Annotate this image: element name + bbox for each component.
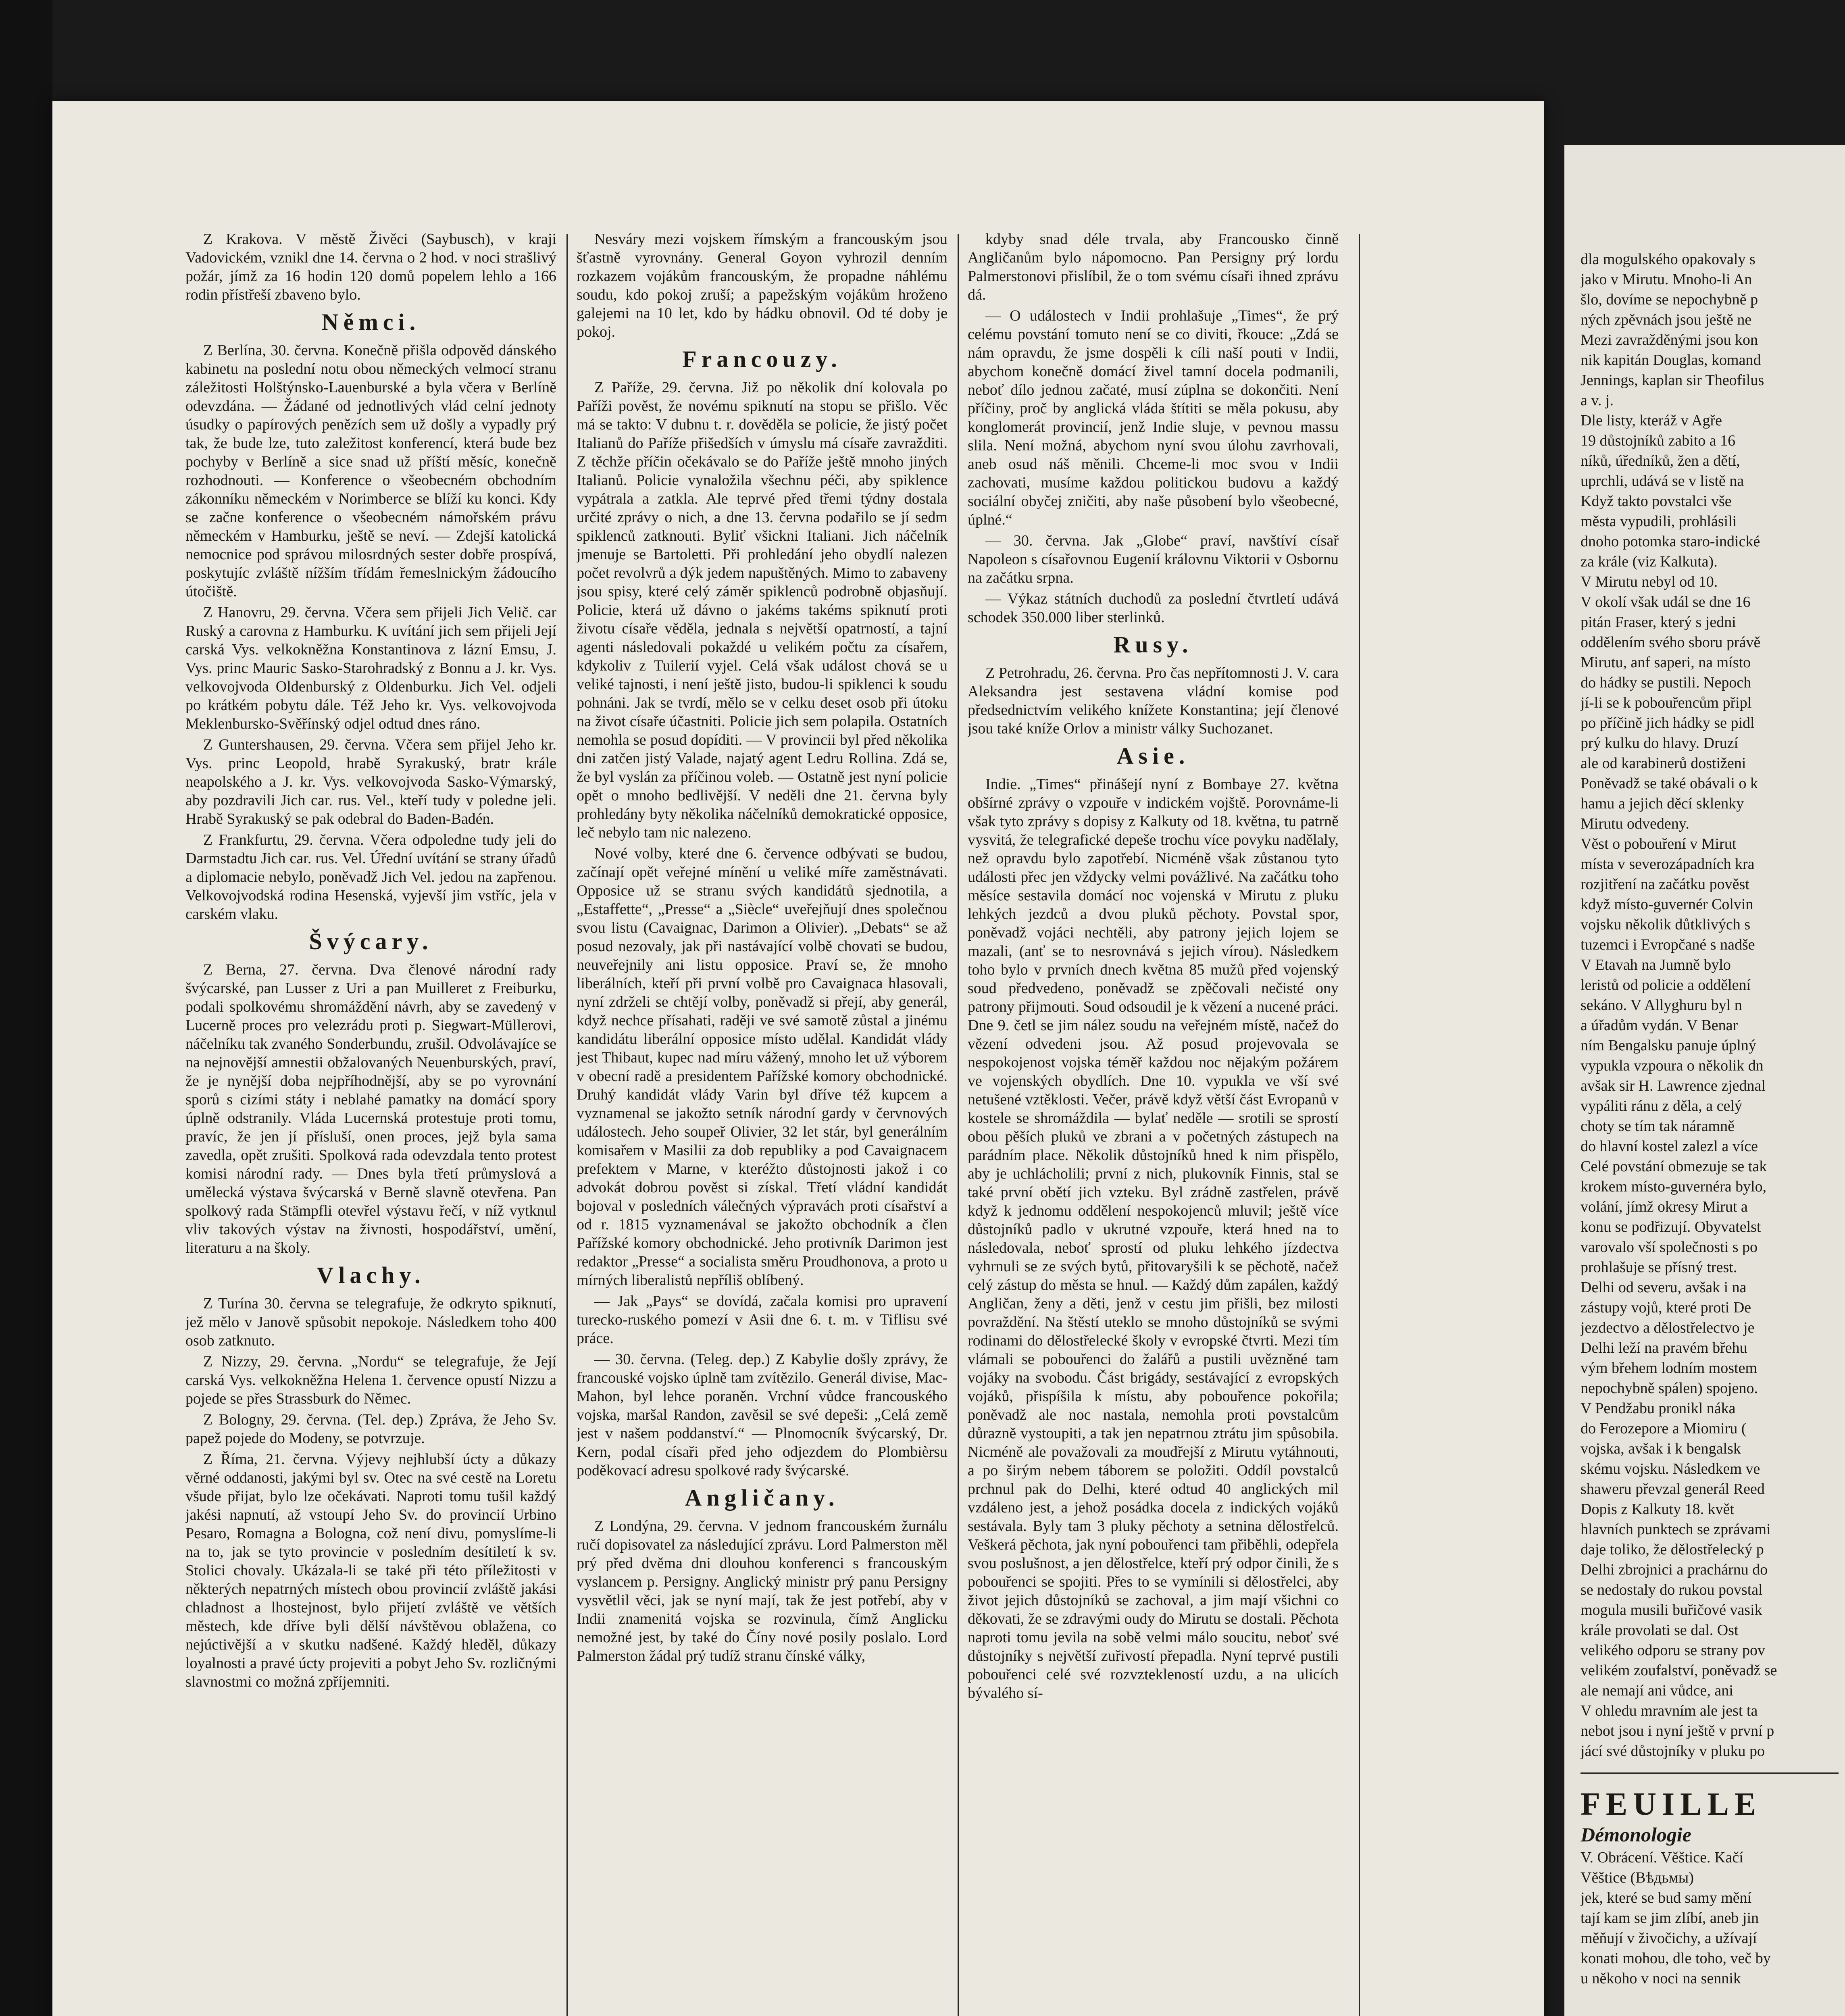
adjacent-page-line: avšak sir H. Lawrence zjednal	[1581, 1077, 1766, 1094]
adjacent-page-line: nebot jsou i nyní ještě v první p	[1581, 1722, 1774, 1739]
adjacent-page-line: Mirutu, anf saperi, na místo	[1581, 654, 1751, 671]
adjacent-page-line: shaweru převzal generál Reed	[1581, 1481, 1765, 1497]
adjacent-page-line: po příčině jich hádky se pidl	[1581, 714, 1755, 731]
feuilleton-line: Věštice (Вѣдьмы)	[1581, 1869, 1694, 1886]
article-vykaz: — Výkaz státních duchodů za poslední čtvrtletí udává schodek 350.000 liber sterlinků.	[968, 590, 1339, 626]
adjacent-page-line: Mezi zavražděnými jsou kon	[1581, 331, 1758, 348]
column-2	[577, 230, 947, 2016]
adjacent-page-line: vojsku několik důtklivých s	[1581, 916, 1751, 933]
feuilleton-line: u někoho v noci na sennik	[1581, 1970, 1741, 1987]
adjacent-page-line: a úřadům vydán. V Benar	[1581, 1017, 1738, 1034]
adjacent-page-line: prohlašuje se přísný trest.	[1581, 1259, 1737, 1276]
adjacent-page-line: V Mirutu nebyl od 10.	[1581, 573, 1718, 590]
adjacent-page-column	[1581, 250, 1839, 2016]
article-nizza: Z Nizzy, 29. června. „Nordu“ se telegrafuje, že Její carská Vys. velkokněžna Helena 1. července opustí Nizzu a pojede se přes Strassburk do Němec.	[185, 1353, 556, 1407]
adjacent-page-line: vypukla vzpoura o několik dn	[1581, 1057, 1764, 1074]
adjacent-page-line: do hlavní kostel zalezl a více	[1581, 1138, 1758, 1155]
article-pariz: Z Paříže, 29. června. Již po několik dní kolovala po Paříži pověst, že novému spiknutí na stopu se přišlo. Věc má se takto: V dubnu t. r. dověděla se policie, že jistý počet Italianů do Paříže přišedších v úmyslu má císaře zavražditi. Z těchže příčin očekávalo se do Paříže ještě mnoho jiných Italianů. Policie vynaložila všechnu péči, aby spiklence vypátrala a zatkla. Ale teprvé před třemi týdny dostala určité zprávy o nich, a dne 13. června podařilo se jí sedm spiklenců zatknouti. Byliť všickni Italiani. Jich náčelník jmenuje se Bartoletti. Při prohledání jeho obydlí nalezen počet revolvrů a dýk jedem napuštěných. Mimo to zabaveny jsou spisy, které celý záměr spiklenců podrobně objasňují. Policie, která už dávno o jakéms takéms spiknutí proti životu císaře věděla, jednala s největší opatrností, a tajní agenti následovali pokaždé u velikém počtu za císařem, kdykoliv z Tuilerií vyjel. Celá však událost chová se u veliké tajnosti, i není ještě jisto, budou-li spiklenci k soudu pohnáni. Jak se tvrdí, mělo se v celku deset osob při útoku na život císaře účastniti. Policie jich sem polapila. Ostatních nemohla se posud dopíditi. — V provincii byl před několika dni zatčen jistý Valade, najatý agent Ledru Rollina. Zdá se, že byl vyslán za příčinou voleb. — Ostatně jest nyní policie opět o mnoho bedlivější. V neděli dne 21. června byly prohledány byty několika náčelníků demokratické opposice, leč nebylo tam nic nalezeno.	[577, 379, 947, 841]
article-hanover: Z Hanovru, 29. června. Včera sem přijeli Jich Velič. car Ruský a carovna z Hamburku. K uvítání jich sem přijeli Její carská Vys. velkokněžna Konstantinova z lázní Emsu, J. Vys. princ Mauric Sasko-Starohradský z Bonnu a J. kr. Vys. velkovojvoda Oldenburský z Oldenburku. Jich Vel. odjeli po krátkém pobytu dále. Též Jeho kr. Vys. velkovojvoda Meklenbursko-Svěřínský odjel odtud dnes ráno.	[185, 604, 556, 732]
adjacent-page-line: Mirutu odvedeny.	[1581, 815, 1689, 832]
film-border	[0, 0, 52, 2016]
feuilleton-rule	[1581, 1772, 1839, 1774]
adjacent-page-line: V Etavah na Jumně bylo	[1581, 956, 1731, 973]
adjacent-page-line: hamu a jejich děcí sklenky	[1581, 795, 1744, 812]
adjacent-page-line: uprchli, udává se v listě na	[1581, 473, 1744, 489]
adjacent-page-line: nepochybně spálen) spojeno.	[1581, 1380, 1758, 1397]
adjacent-page-line: níků, úředníků, žen a dětí,	[1581, 452, 1740, 469]
adjacent-page-line: nik kapitán Douglas, komand	[1581, 352, 1761, 369]
adjacent-page-line: vým břehem lodním mostem	[1581, 1360, 1758, 1377]
feuilleton-subtitle: Démonologie	[1581, 1823, 1691, 1846]
adjacent-page-line: leristů od policie a oddělení	[1581, 977, 1751, 993]
adjacent-page-line: choty se tím tak náramně	[1581, 1118, 1735, 1135]
adjacent-page-line: krokem místo-guvernéra bylo,	[1581, 1178, 1767, 1195]
adjacent-page-line: sekáno. V Allyghuru byl n	[1581, 997, 1742, 1014]
article-berlin: Z Berlína, 30. června. Konečně přišla odpověd dánského kabinetu na poslední notu obou německých velmocí stranu záležitosti Holštýnsko-Lauenburské a byla včera v Berlíně odevzdána. — Žádané od jednotlivých vlád celní jednoty úsudky o papírových penězích sem už došly a vypadly prý tak, že bude lze, tuto zaležitost konferencí, která bude bez pochyby v Berlíně a sice snad už příští měsíc, konečně rozhodnouti. — Konference o všeobecném obchodním zákonníku německém v Norimberce se blíží ku konci. Kdy se začne konference o všeobecném námořském právu německém v Hamburku, ještě se neví. — Zdejší katolická nemocnice pod správou milosrdných sester dobře prospívá, poskytujíc zvláště nížším třídám řemeslnickým žádoucího útočiště.	[185, 342, 556, 600]
newspaper-page	[52, 101, 1544, 2016]
article-volby: Nové volby, které dne 6. července odbývati se budou, začínají opět veřejné mínění u veliké míře zaměstnávati. Opposice už se stranu svých kandidátů sjednotila, a „Estaffette“, „Presse“ a „Siècle“ uveřejňují dnes společnou svou listu (Cavaignac, Darimon a Olivier). „Debats“ se až posud nezovaly, jak při nastávající volbě chovati se budou, neuveřejnily ani listu opposice. Praví se, že mnoho liberálních, kteří při první volbě pro Cavaignaca hlasovali, nyní zdrželi se chtějí volby, poněvadž si přejí, aby generál, když nechce přísahati, raději ve své samotě zůstal a jinému kandidátu liberální opposice místo udělal. Kandidát vlády jest Thibaut, kupec nad míru vážený, mnoho let už výborem v obecní radě a presidentem Pařížské komory obchodnické. Druhý kandidát vlády Varin byl dříve též kupcem a vyznamenal se jakožto setník národní gardy v červnových událostech. Jeho soupeř Olivier, 32 let stár, byl generálním komisařem v Masilii za dob republiky a pod Cavaignacem prefektem v Marne, v kteréžto důstojnosti jakož i co advokát dobrou pověst si získal. Třetí vládní kandidát bojoval v posledních válečných výpravách proti císařství a od r. 1815 vyznamenával se jakožto obchodník a člen Pařížské komory obchodnické. Jeho protivník Darimon jest redaktor „Presse“ a socialista směru Proudhonova, a proto u mírných liberalistů nepříliš oblíbený.	[577, 845, 947, 1289]
adjacent-page-line: velikého odporu se strany pov	[1581, 1642, 1766, 1659]
article-kabylie: — 30. června. (Teleg. dep.) Z Kabylie došly zprávy, že francouské vojsko úplně tam zvítězilo. Generál divise, Mac-Mahon, byl lehce poraněn. Vrchní vůdce francouského vojska, maršal Randon, zavěsil se své depeši: „Celá země jest v našem poddanství.“ — Plnomocník švýcarský, Dr. Kern, podal císaři před jeho odjezdem do Plombièrsu poděkovací adresu spolkové rady švýcarské.	[577, 1351, 947, 1479]
article-krakov: Z Krakova. V městě Živěci (Saybusch), v kraji Vadovickém, vznikl dne 14. června o 2 hod. v noci strašlivý požár, jímž za 16 hodin 120 domů popelem lehlo a 166 rodin přístřeší zbaveno bylo.	[185, 231, 556, 303]
section-heading-nemci: Němci.	[321, 309, 421, 335]
adjacent-page	[1564, 145, 1845, 2016]
article-petrohrad: Z Petrohradu, 26. června. Pro čas nepřítomnosti J. V. cara Aleksandra jest sestavena vládní komise pod předsednictvím velikého knížete Konstantina; její členové jsou také kníže Orlov a ministr války Suchozanet.	[968, 664, 1339, 737]
adjacent-page-line: velikém zoufalství, poněvadž se	[1581, 1662, 1777, 1679]
section-heading-anglicany: Angličany.	[685, 1485, 839, 1511]
article-times: — O událostech v Indii prohlašuje „Times“, že prý celému povstání tomuto není se co diviti, řkouce: „Zdá se nám opravdu, že jsme dospěli k cíli naší pouti v Indii, abychom konečně domácí živel tamní docela podmanili, neboť dílo jednou začaté, musí zúplna se dokončiti. Není příčiny, proč by anglická vláda štítiti se měla pokusu, aby konglomerát provincií, jenž Indie sluje, v pevnou massu slila. Není možná, abychom nyní svou úlohu zavrhovali, aneb osud náš měnili. Chceme-li moc svou v Indii zachovati, musíme každou politickou budovu a každý sociální obyčej zničiti, aby naše působení bylo všeobecné, úplné.“	[968, 307, 1339, 528]
section-heading-rusy: Rusy.	[1113, 631, 1193, 658]
article-turin: Z Turína 30. června se telegrafuje, že odkryto spiknutí, jež mělo v Janově spůsobit nepokoje. Následkem toho 400 osob zatknuto.	[185, 1295, 556, 1349]
column-rule	[1359, 234, 1360, 2016]
adjacent-page-line: daje toliko, že dělostřelecký p	[1581, 1541, 1764, 1558]
adjacent-page-line: zástupy vojů, které proti De	[1581, 1299, 1751, 1316]
adjacent-page-line: krále provolati se dal. Ost	[1581, 1622, 1739, 1639]
adjacent-page-line: Dle listy, kteráž v Agře	[1581, 412, 1722, 429]
adjacent-page-line: se nedostaly do rukou povstal	[1581, 1581, 1763, 1598]
adjacent-page-line: ných zpěvnách jsou ještě ne	[1581, 311, 1752, 328]
adjacent-page-line: do hádky se pustili. Nepoch	[1581, 674, 1751, 691]
column-rule	[958, 234, 959, 2016]
adjacent-page-line: dnoho potomka staro-indické	[1581, 533, 1760, 550]
adjacent-page-line: do Ferozepore a Miomiru (	[1581, 1420, 1747, 1437]
adjacent-page-line: Delhi zbrojnici a prachárnu do	[1581, 1561, 1768, 1578]
adjacent-page-line: jako v Mirutu. Mnoho-li An	[1581, 271, 1752, 288]
adjacent-page-line: jezdectvo a dělostřelectvo je	[1581, 1319, 1755, 1336]
section-heading-svycary: Švýcary.	[309, 928, 433, 954]
adjacent-page-line: a v. j.	[1581, 392, 1614, 409]
adjacent-page-line: šlo, dovíme se nepochybně p	[1581, 291, 1758, 308]
feuilleton-line: jek, které se bud samy mění	[1581, 1889, 1752, 1906]
adjacent-page-line: pitán Fraser, který s jedni	[1581, 614, 1736, 631]
adjacent-page-line: vypáliti ránu z děla, a celý	[1581, 1098, 1742, 1114]
adjacent-page-line: 19 důstojníků zabito a 16	[1581, 432, 1736, 449]
adjacent-page-line: Jennings, kaplan sir Theofilus	[1581, 372, 1764, 389]
feuilleton-title: FEUILLE	[1581, 1787, 1762, 1822]
adjacent-page-line: ním Bengalsku panuje úplný	[1581, 1037, 1756, 1054]
article-bologna: Z Bologny, 29. června. (Tel. dep.) Zpráva, že Jeho Sv. papež pojede do Modeny, se potvrzuje.	[185, 1411, 556, 1447]
adjacent-page-line: konu se podřizují. Obyvatelst	[1581, 1218, 1761, 1235]
adjacent-page-line: za krále (viz Kalkuta).	[1581, 553, 1718, 570]
feuilleton-line: konati mohou, dle toho, več by	[1581, 1950, 1771, 1967]
adjacent-page-line: prý kulku do hlavy. Druzí	[1581, 735, 1739, 752]
article-continuation: kdyby snad déle trvala, aby Francousko činně Angličanům bylo nápomocno. Pan Persigny prý lordu Palmerstonovi přislíbil, že o tom svému císaři ihned zprávu dá.	[968, 231, 1339, 303]
feuilleton-line: V. Obrácení. Věštice. Kačí	[1581, 1849, 1743, 1866]
adjacent-page-line: ale od karabinerů dostiženi	[1581, 755, 1746, 772]
adjacent-page-line: ale nemají ani vůdce, ani	[1581, 1682, 1733, 1699]
adjacent-page-line: oddělením svého sboru právě	[1581, 634, 1761, 651]
feuilleton-line: měňují v živočichy, a užívají	[1581, 1930, 1757, 1947]
adjacent-page-line: Poněvadž se také obávali o k	[1581, 775, 1758, 792]
adjacent-page-line: dla mogulského opakovaly s	[1581, 251, 1755, 268]
adjacent-page-line: V ohledu mravním ale jest ta	[1581, 1702, 1758, 1719]
column-rule	[566, 234, 568, 2016]
column-1	[185, 230, 556, 2016]
adjacent-page-line: Delhi od severu, avšak i na	[1581, 1279, 1747, 1296]
section-heading-francouzy: Francouzy.	[682, 346, 842, 372]
adjacent-page-line: V Pendžabu pronikl náka	[1581, 1400, 1736, 1417]
article-continuation: Nesváry mezi vojskem římským a francouským jsou šťastně vyrovnány. General Goyon vyhrozil denním rozkazem vojákům francouským, že propadne náhlému soudu, kdo pokoj zruší; a papežským vojákům hroženo galejemi na 10 let, kdo by hádku obnovil. Od té doby je pokoj.	[577, 231, 947, 340]
adjacent-page-line: Dopis z Kalkuty 18. květ	[1581, 1501, 1735, 1518]
article-indie: Indie. „Times“ přinášejí nyní z Bombaye 27. května obšírné zprávy o vzpouře v indickém vojště. Porovnáme-li však tyto zprávy s dopisy z Kalkuty od 18. května, tu patrně vysvitá, že telegrafické depeše trochu více povyku nadělaly, než opravdu bylo zapotřebí. Nicméně však zůstanou tyto události přec jen vždycky velmi povážlivé. Na začátku toho měsíce sestavila domácí noc vojenská v Mirutu z pluku lehkých jezdců a dvou pluků pěchoty. Povstal spor, poněvadž vojáci nechtěli, aby patrony jejich lojem se mazali, (anť se to nesrovnává s jejich vírou). Následkem toho bylo v prvních dnech května 85 mužů před vojenský soud předvedeno, poněvadž se zpěčovali nečisté ony patrony přijmouti. Soud odsoudil je k vězení a nucené práci. Dne 9. četl se jim nález soudu na veřejném místě, načež do vězení odvedeni jsou. Až posud projevovala se nespokojenost vojska téměř každou noc nějakým požárem ve vojenských obydlích. Dne 10. vypukla ve vší své netušené vztěklosti. Večer, právě když větší část Evropanů v kostele se shromáždila — bylať neděle — srotili se sprostí obou pěších pluků ve zbrani a v početných zástupech na parádním place. Několik důstojníků hned k nim přispělo, aby je uchlácholili; první z nich, plukovník Finnis, stal se také první obětí jich vzteku. Byl zrádně zastřelen, právě když k jednomu oddělení nespokojenců mluvil; ještě více důstojníků padlo v ukrutné vzpouře, která hned na to následovala, neboť sprostí od pluku lehkého jízdectva vyhrnuli se ze svých bytů, přitovaryšili k se pěchotě, načež celý zástup do města se hnul. — Každý dům zapálen, každý Angličan, ženy a děti, jenž v cestu jim přišli, bez milosti povraždění. Na štěstí uteklo se mnoho důstojníků se svými rodinami do dělostřelecké školy v evropské čtvrti. Mezi tím vlámali se pobouřenci do žalářů a pustili uvězněné tam vojáky na svobodu. Část brigády, sestávající z evropských vojáků, přispíšila k místu, aby pobouřence pokořila; poněvadž ale noc nastala, nemohla proti povstalcům důrazně vystoupiti, a tak jen nepatrnou ztrátu jim spůsobila. Nicméně ale považovali za moudřejší z Mirutu vytáhnouti, a po širým nebem táborem se položiti. Oddíl povstalců prchnul pak do Delhi, které odtud 40 anglických mil vzdáleno jest, a jehož posádka docela z indických vojáků sestávala. Byly tam 3 pluky pěchoty a setnina dělostřelců. Veškerá pěchota, jak nyní pobouřenci tam přiběhli, odepřela svou poslušnost, a jen dělostřelce, kteří prý odpor činili, že s pobouřenci se spojiti. Přes to se vymínili si dělostřelci, aby život jejich důstojníků se zachoval, a jim mají všichni co děkovati, že se zdravými oudy do Mirutu se dostali. Pěchota naproti tomu jevila na sobě velmi málo soucitu, neboť své důstojníky s největší zuřivostí přepadla. Nyní teprvé pustili pobouřenci celé své rozvztekleností uzdu, a na ulicích bývalého sí-	[968, 776, 1339, 1702]
adjacent-page-line: Věst o pobouření v Mirut	[1581, 835, 1737, 852]
article-pays: — Jak „Pays“ se dovídá, začala komisi pro upravení turecko-ruského pomezí v Asii dne 6. t. m. v Tiflisu své práce.	[577, 1293, 947, 1347]
adjacent-page-line: Delhi leží na pravém břehu	[1581, 1339, 1747, 1356]
article-guntershausen: Z Guntershausen, 29. června. Včera sem přijel Jeho kr. Vys. princ Leopold, hrabě Syrakuský, bratr krále neapolského a J. kr. Vys. velkovojvoda Sasko-Výmarský, aby pozdravili Jich car. rus. Vel., kteří tudy v poledne jeli. Hrabě Syrakuský se pak odebral do Baden-Badén.	[185, 736, 556, 827]
adjacent-page-line: varovalo vší společnosti s po	[1581, 1239, 1758, 1256]
adjacent-page-line: Když takto povstalci vše	[1581, 493, 1732, 510]
adjacent-page-line: rozjitření na začátku pověst	[1581, 876, 1749, 893]
feuilleton-line: tají kam se jim zlíbí, aneb jin	[1581, 1910, 1759, 1926]
column-3	[968, 230, 1339, 2016]
adjacent-page-line: jácí své důstojníky v pluku po	[1581, 1743, 1765, 1760]
adjacent-page-line: vojska, avšak i k bengalsk	[1581, 1440, 1741, 1457]
adjacent-page-line: hlavních punktech se zprávami	[1581, 1521, 1771, 1538]
adjacent-page-line: města vypudili, prohlásili	[1581, 513, 1737, 530]
adjacent-page-line: tuzemci i Evropčané s nadše	[1581, 936, 1755, 953]
adjacent-page-line: jí-li se k pobouřencům připl	[1581, 694, 1752, 711]
article-globe: — 30. června. Jak „Globe“ praví, navštíví císař Napoleon s císařovnou Eugenií královnu Viktorii v Osbornu na začátku srpna.	[968, 532, 1339, 586]
article-bern: Z Berna, 27. června. Dva členové národní rady švýcarské, pan Lusser z Uri a pan Muilleret z Freiburku, podali spolkovému shromáždění návrh, aby se zavedený v Lucerně proces pro velezrádu proti p. Siegwart-Müllerovi, náčelníku tak zvaného Sonderbundu, zrušil. Odvolávajíce se na nejnovější amnestii obžalovaných Neuenburských, praví, že je nynější doba nejpříhodnější, aby se po vyrovnání sporů s cizími státy i neblahé pamatky na domácí spory úplně odstranily. Vláda Lucernská protestuje proti tomu, pravíc, že jen jí přísluší, onen proces, jejž byla sama zavedla, opět zrušiti. Spolková rada odevzdala tento protest komisi národní rady. — Dnes byla třetí průmyslová a umělecká výstava švýcarská v Berně slavně otevřena. Pan spolkový rada Stämpfli otevřel výstavu řečí, v níž vytknul vliv takových výstav na živnosti, hospodářství, umění, literaturu a na školy.	[185, 961, 556, 1256]
adjacent-page-line: V okolí však udál se dne 16	[1581, 594, 1751, 610]
adjacent-page-line: Celé povstání obmezuje se tak	[1581, 1158, 1767, 1175]
section-heading-asie: Asie.	[1116, 743, 1190, 769]
article-frankfurt: Z Frankfurtu, 29. června. Včera odpoledne tudy jeli do Darmstadtu Jich car. rus. Vel. Úřední uvítání se strany úřadů a diplomacie nebylo, poněvadž Jich Vel. jedou na zapřenou. Velkovojvodská rodina Hesenská, vyjevší jim vstříc, jela v carském vlaku.	[185, 831, 556, 923]
article-rim: Z Říma, 21. června. Výjevy nejhlubší úcty a důkazy věrné oddanosti, jakými byl sv. Otec na své cestě na Loretu všude přijat, bylo lze očekávati. Naproti tomu tušil každý jakési napnutí, až vstoupí Jeho Sv. do provincií Urbino Pesaro, Romagna a Bologna, což není divu, pomyslíme-li na to, jak se tyto provincie v posledním desítiletí k sv. Stolici chovaly. Ukázala-li se také při této příležitosti v některých nepatrných místech obou provincií zvláště jakási chladnost a lhostejnost, bylo přijetí zvláště ve větších městech, kde dříve byli dělší návštěvou oblažena, co nejúctivější a v skutku nadšené. Každý hleděl, důkazy loyalnosti a pravé úcty projeviti a pobyt Jeho Sv. rozličnými slavnostmi co možná zpříjemniti.	[185, 1451, 556, 1690]
adjacent-page-line: mogula musili buřičové vasik	[1581, 1602, 1762, 1618]
adjacent-page-line: místa v severozápadních kra	[1581, 856, 1755, 873]
adjacent-page-line: skému vojsku. Následkem ve	[1581, 1460, 1760, 1477]
adjacent-page-line: volání, jímž okresy Mirut a	[1581, 1198, 1748, 1215]
article-londyn: Z Londýna, 29. června. V jednom francouském žurnálu ručí dopisovatel za následující zprávu. Lord Palmerston měl prý před dvěma dni dlouhou konferenci s francouským vyslancem p. Persigny. Anglický ministr prý panu Persigny vysvětlil věci, jak se nyní mají, tak že jest potřebí, aby v Indii znamenitá vojska se rozvinula, čímž Anglicku nemožné jest, by také do Číny nové posily poslalo. Lord Palmerston žádal prý tudíž stranu čínské války,	[577, 1518, 947, 1664]
adjacent-page-line: když místo-guvernér Colvin	[1581, 896, 1753, 913]
section-heading-vlachy: Vlachy.	[317, 1262, 425, 1288]
